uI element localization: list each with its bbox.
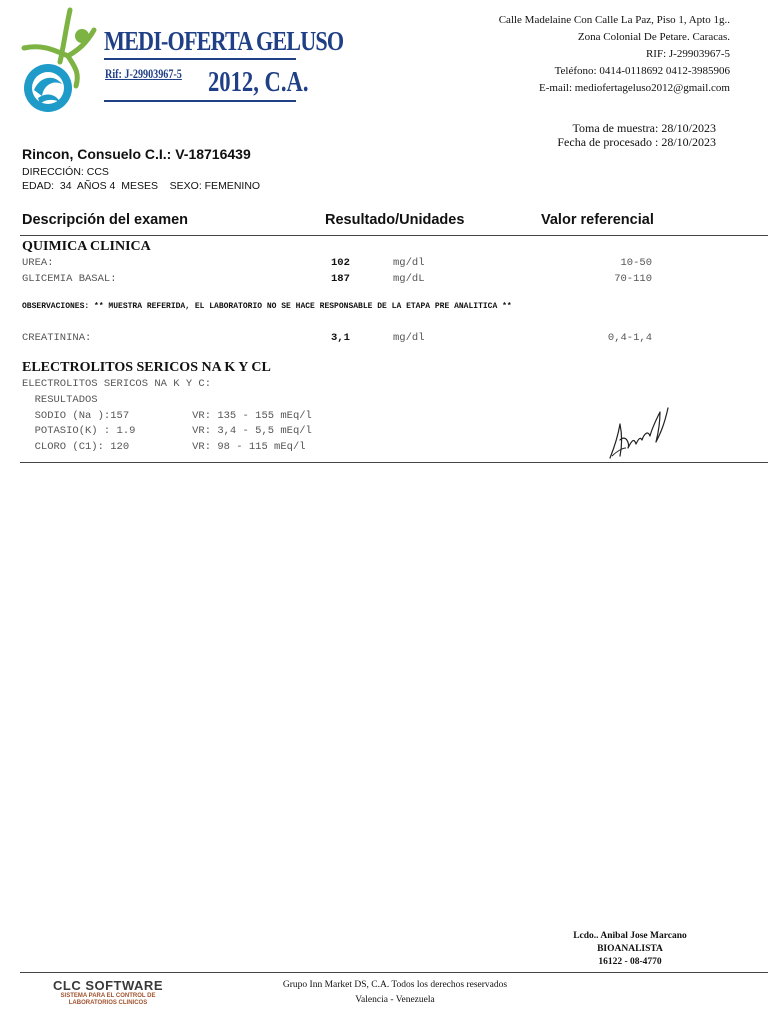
header-rule — [20, 235, 768, 236]
electrolytes-heading: ELECTROLITOS SERICOS NA K Y C: — [22, 378, 212, 390]
signer-title: BIOANALISTA — [597, 944, 663, 954]
processed-date: Fecha de procesado : 28/10/2023 — [557, 135, 716, 149]
signer-block — [560, 930, 700, 969]
signer-name: Lcdo.. Anibal Jose Marcano — [573, 931, 687, 941]
address-email: E-mail: mediofertageluso2012@gmail.com — [539, 82, 730, 94]
electrolyte-potassium: POTASIO(K) : 1.9 VR: 3,4 - 5,5 mEq/l — [22, 425, 312, 437]
patient-details: EDAD: 34 AÑOS 4 MESES SEXO: FEMENINO — [22, 180, 261, 192]
electrolyte-sodium: SODIO (Na ):157 VR: 135 - 155 mEq/l — [22, 410, 312, 422]
sample-date: Toma de muestra: 28/10/2023 — [572, 121, 716, 135]
company-address — [499, 12, 730, 97]
sample-dates — [557, 121, 716, 149]
test-unit-creatinine: mg/dl — [393, 332, 425, 344]
test-label-urea: UREA: — [22, 257, 54, 269]
test-ref-urea: 10-50 — [620, 257, 652, 269]
signature-icon — [604, 400, 674, 462]
footer-copyright: Grupo Inn Market DS, C.A. Todos los derechos reservados — [282, 980, 508, 990]
test-value-creatinine: 3,1 — [331, 332, 350, 344]
test-unit-urea: mg/dl — [393, 257, 425, 269]
signer-code: 16122 - 08-4770 — [598, 957, 662, 967]
test-label-glucose: GLICEMIA BASAL: — [22, 273, 117, 285]
address-line: Zona Colonial De Petare. Caracas. — [577, 31, 730, 43]
column-description: Descripción del examen — [22, 212, 189, 228]
patient-name: Rincon, Consuelo C.I.: V-18716439 — [22, 146, 251, 162]
brand-divider-bottom — [104, 100, 296, 102]
brand-divider-top — [104, 58, 296, 60]
software-tagline: LABORATORIOS CLINICOS — [68, 1000, 148, 1006]
footer-location: Valencia - Venezuela — [355, 995, 435, 1005]
test-unit-glucose: mg/dL — [393, 273, 425, 285]
brand-rif: Rif: J-29903967-5 — [105, 66, 182, 81]
address-rif: RIF: J-29903967-5 — [645, 48, 730, 60]
brand-year: 2012, C.A. — [208, 66, 309, 98]
software-logo — [38, 978, 178, 1007]
test-value-urea: 102 — [331, 257, 350, 269]
software-tagline: SISTEMA PARA EL CONTROL DE — [60, 993, 156, 999]
electrolyte-chloride: CLORO (C1): 120 VR: 98 - 115 mEq/l — [22, 441, 306, 453]
electrolytes-results-label: RESULTADOS — [22, 394, 98, 406]
test-ref-glucose: 70-110 — [614, 273, 652, 285]
section-title-chemistry: QUIMICA CLINICA — [22, 239, 151, 254]
company-logo-icon — [20, 6, 100, 118]
test-ref-creatinine: 0,4-1,4 — [607, 332, 652, 344]
address-line: Calle Madelaine Con Calle La Paz, Piso 1, Apto 1g.. — [498, 14, 730, 26]
footer-text — [230, 978, 560, 1008]
footer-rule — [20, 972, 768, 973]
patient-address: DIRECCIÓN: CCS — [22, 166, 109, 178]
software-name: CLC SOFTWARE — [53, 978, 163, 993]
address-phone: Teléfono: 0414-0118692 0412-3985906 — [554, 65, 730, 77]
test-label-creatinine: CREATININA: — [22, 332, 92, 344]
observation-note: OBSERVACIONES: ** MUESTRA REFERIDA, EL LABORATORIO NO SE HACE RESPONSABLE DE LA ETAPA PRE ANALITICA ** — [22, 302, 512, 311]
column-reference: Valor referencial — [541, 212, 654, 228]
brand-name: MEDI-OFERTA GELUSO — [104, 26, 344, 56]
section-title-electrolytes: ELECTROLITOS SERICOS NA K Y CL — [22, 360, 271, 375]
results-bottom-rule — [20, 462, 768, 463]
test-value-glucose: 187 — [331, 273, 350, 285]
column-result: Resultado/Unidades — [325, 212, 465, 228]
